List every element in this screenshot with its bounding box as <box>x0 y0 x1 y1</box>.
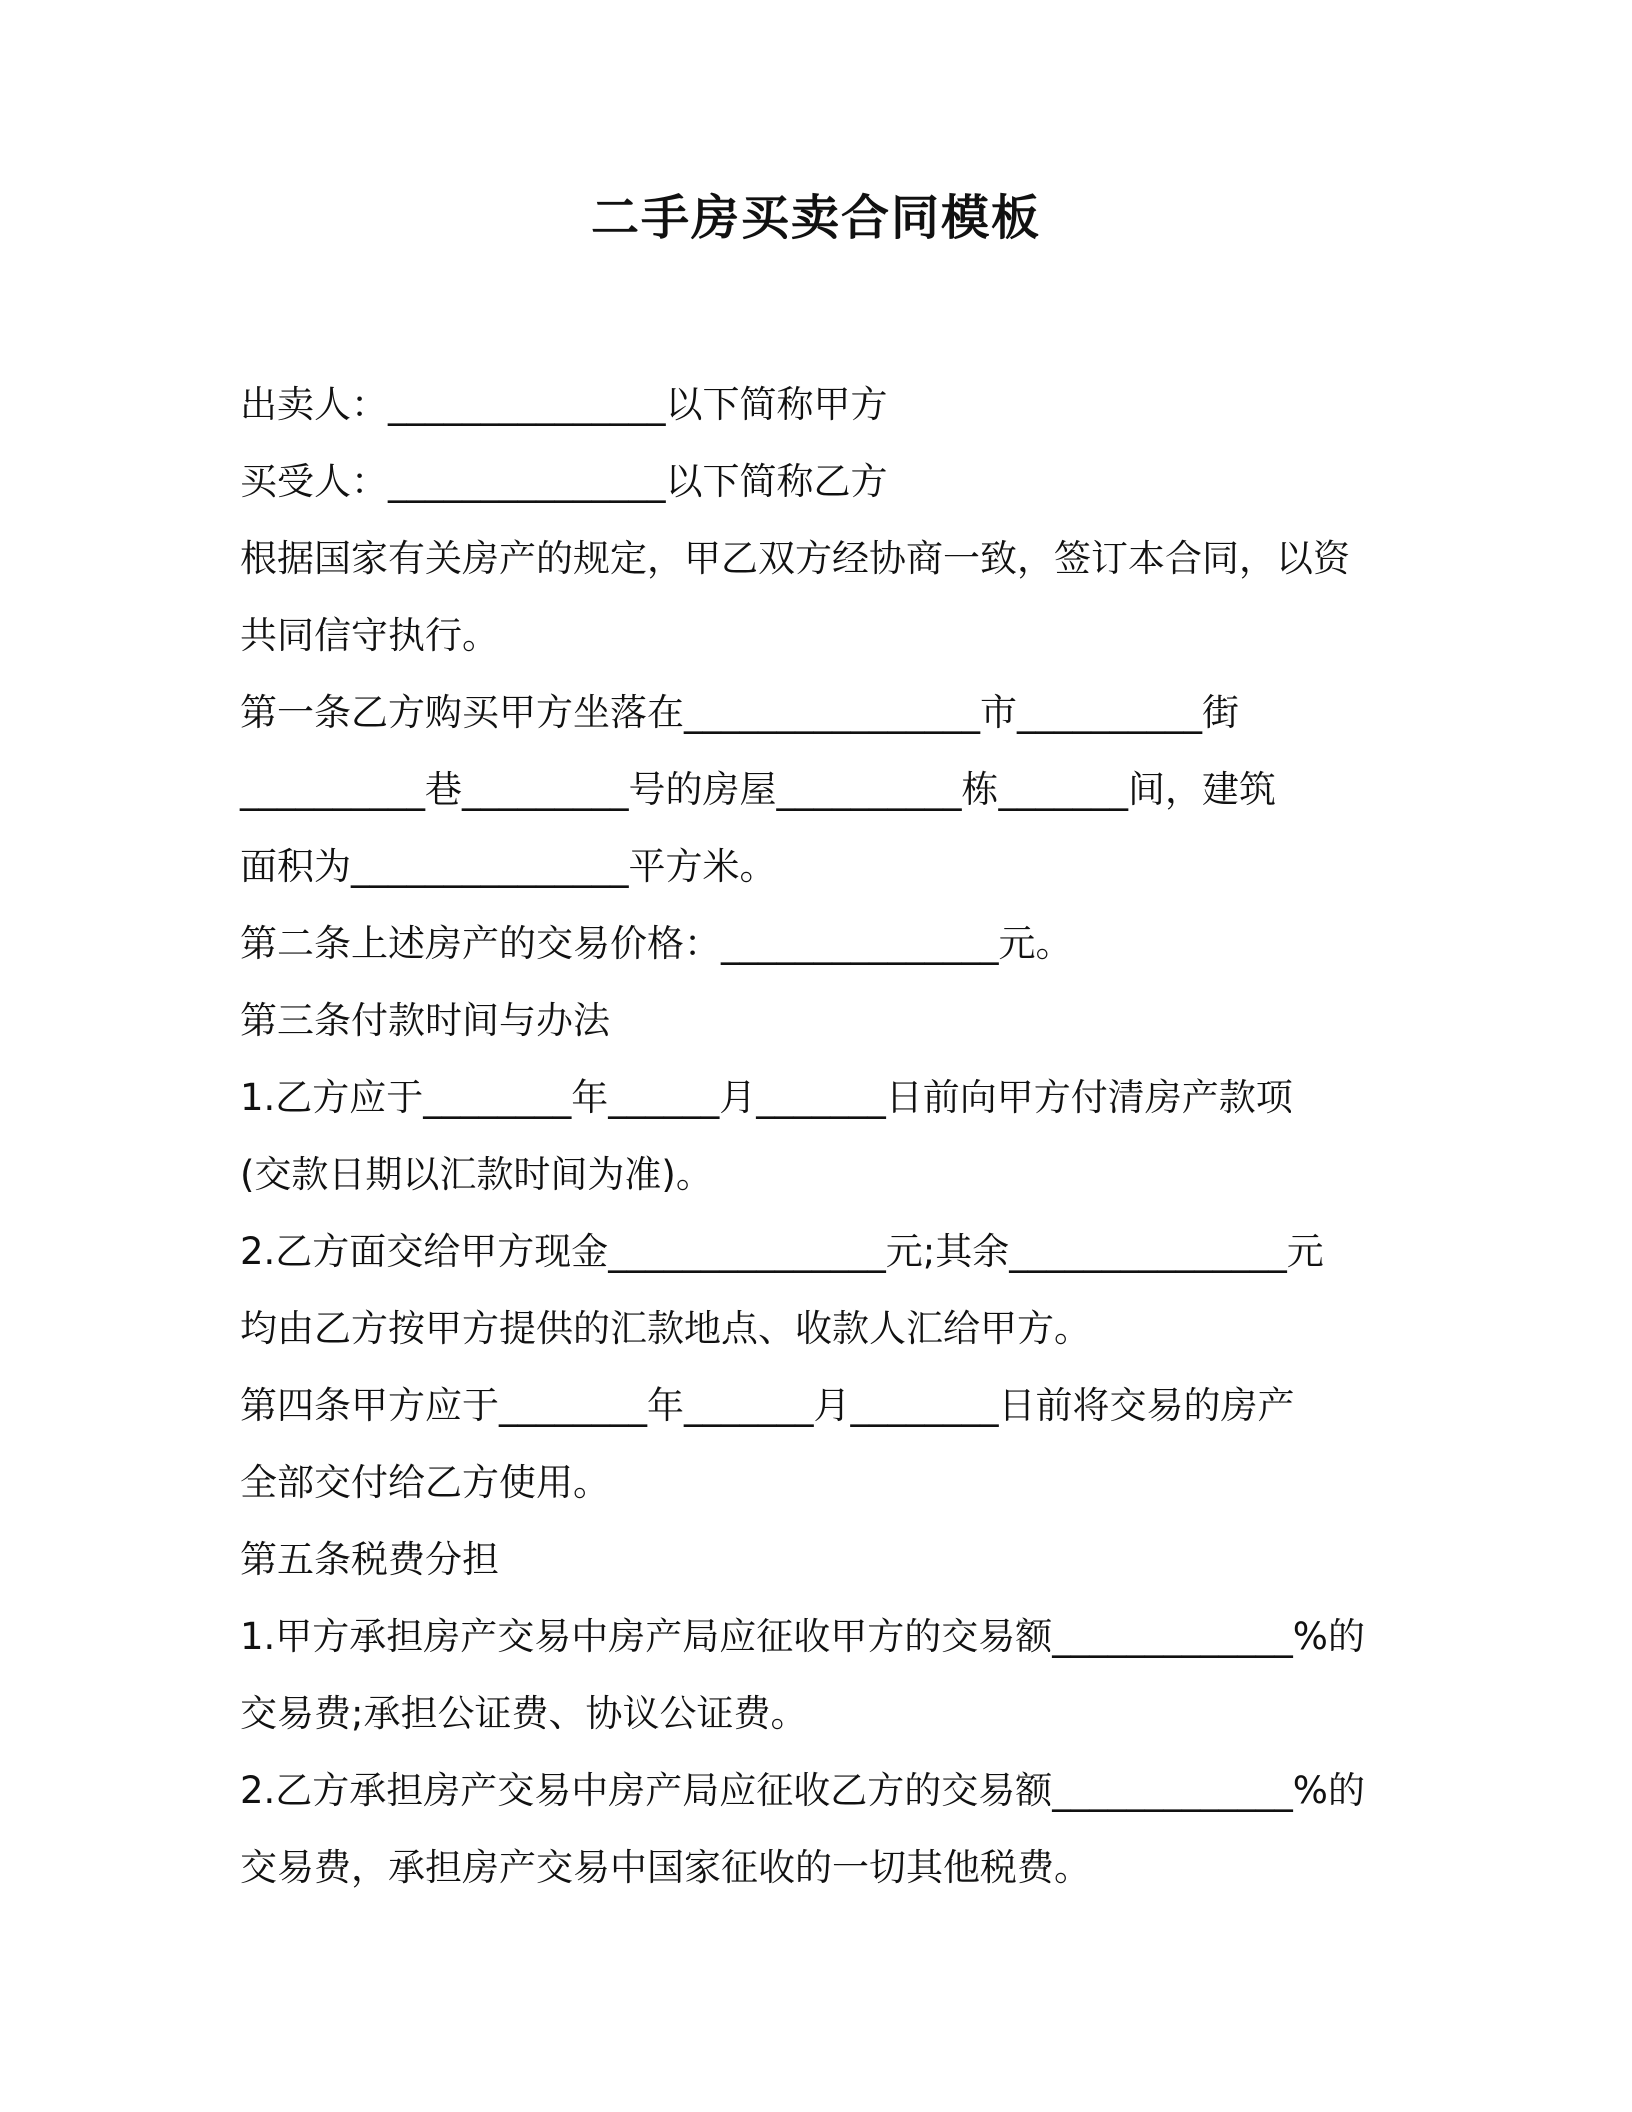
article-3-item-1-line-2: (交款日期以汇款时间为准)。 <box>240 1153 713 1196</box>
article-5-item-1-line-2: 交易费;承担公证费、协议公证费。 <box>240 1692 808 1735</box>
article-3-item-2-line-1: 2.乙方面交给甲方现金_______________元;其余_______________元 <box>240 1230 1324 1273</box>
article-1-line-1: 第一条乙方购买甲方坐落在________________市__________街 <box>240 691 1239 734</box>
article-5-item-2-line-1: 2.乙方承担房产交易中房产局应征收乙方的交易额_____________%的 <box>240 1769 1365 1812</box>
article-4-line-2: 全部交付给乙方使用。 <box>240 1461 610 1504</box>
article-3-item-1-line-1: 1.乙方应于________年______月_______日前向甲方付清房产款项 <box>240 1076 1293 1119</box>
article-1-line-2: __________巷_________号的房屋__________栋_______间，建筑 <box>240 768 1276 811</box>
article-3-item-2-line-2: 均由乙方按甲方提供的汇款地点、收款人汇给甲方。 <box>240 1307 1091 1350</box>
preamble-line-1: 根据国家有关房产的规定，甲乙双方经协商一致，签订本合同，以资 <box>240 537 1350 580</box>
preamble-line-2: 共同信守执行。 <box>240 614 499 657</box>
article-2-line: 第二条上述房产的交易价格：_______________元。 <box>240 922 1073 965</box>
article-5-item-2-line-2: 交易费，承担房产交易中国家征收的一切其他税费。 <box>240 1846 1091 1889</box>
article-5-item-1-line-1: 1.甲方承担房产交易中房产局应征收甲方的交易额_____________%的 <box>240 1615 1365 1658</box>
document-title: 二手房买卖合同模板 <box>590 190 1041 246</box>
article-3-heading: 第三条付款时间与办法 <box>240 999 610 1042</box>
article-4-line-1: 第四条甲方应于________年_______月________日前将交易的房产 <box>240 1384 1295 1427</box>
article-5-heading: 第五条税费分担 <box>240 1538 499 1581</box>
document-body <box>240 366 1410 1906</box>
seller-line: 出卖人：_______________以下简称甲方 <box>240 383 888 426</box>
article-1-line-3: 面积为_______________平方米。 <box>240 845 777 888</box>
buyer-line: 买受人：_______________以下简称乙方 <box>240 460 888 503</box>
